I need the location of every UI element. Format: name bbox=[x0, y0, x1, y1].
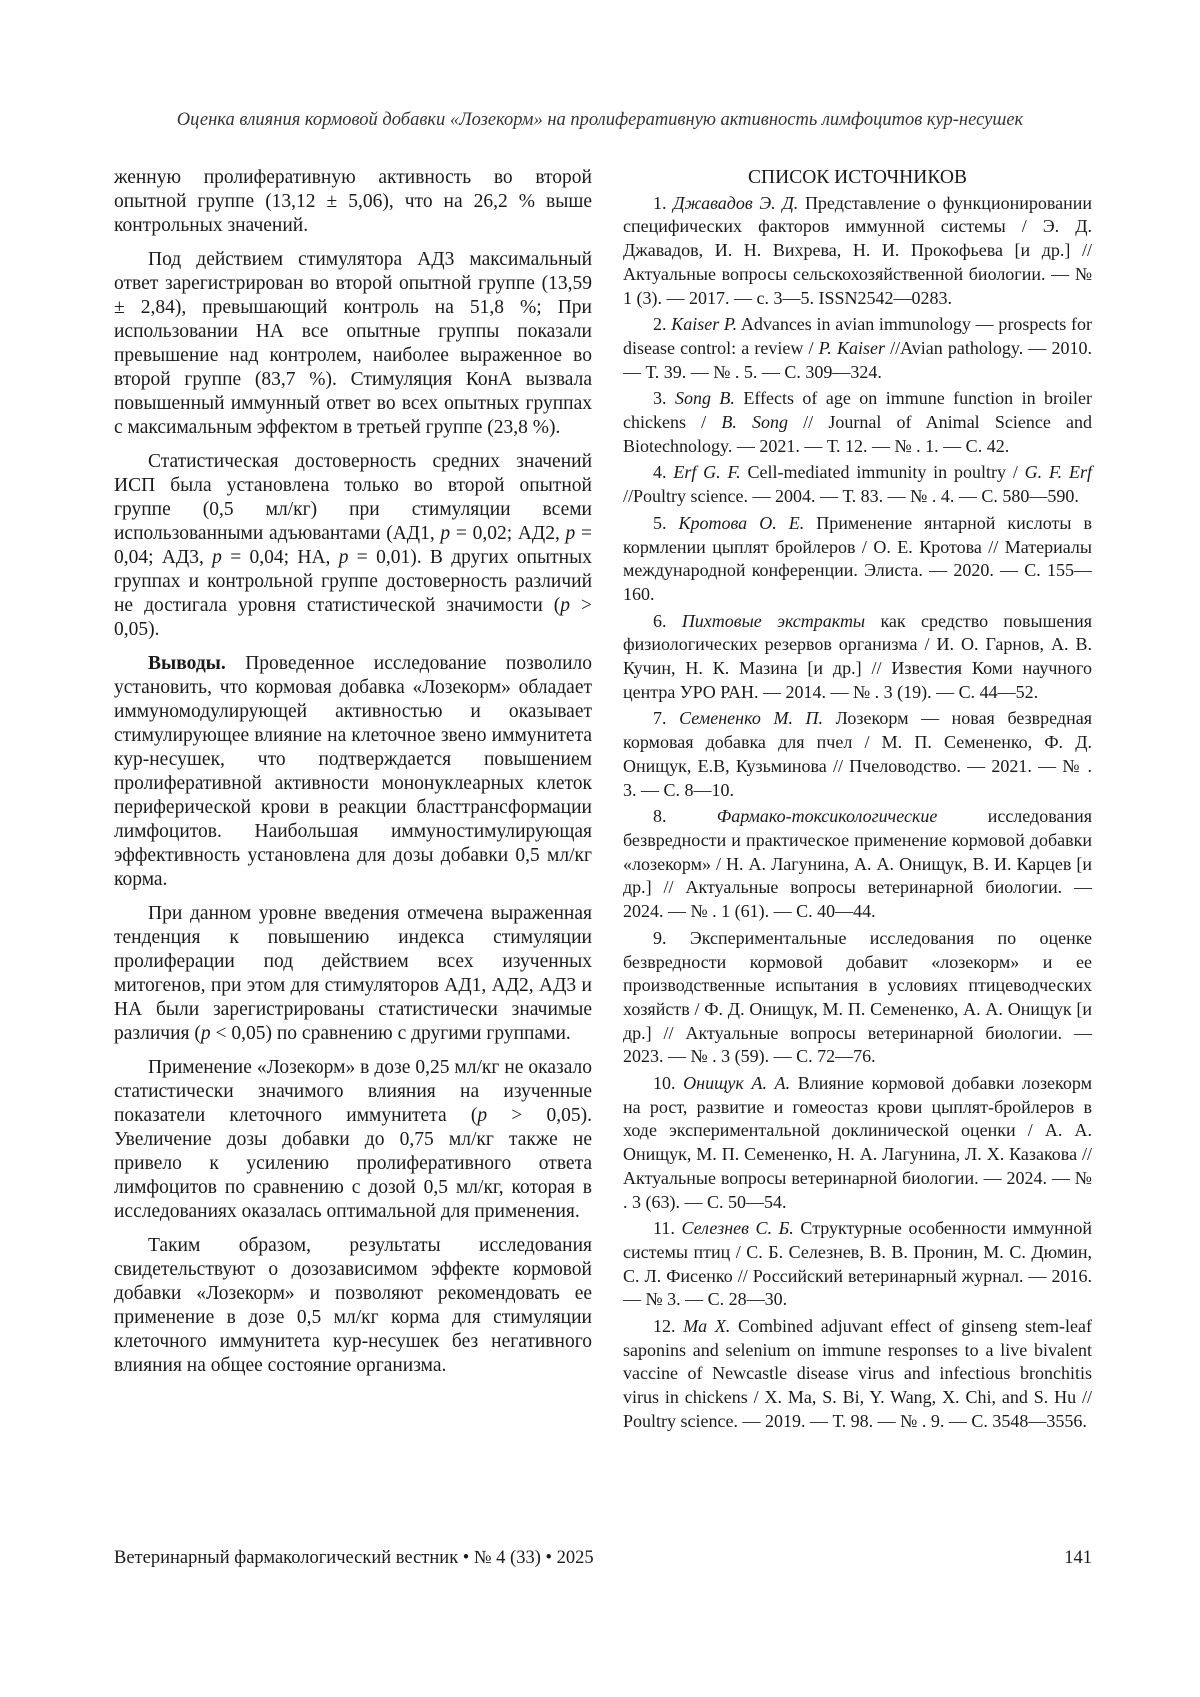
reference-item bbox=[623, 927, 1092, 1069]
reference-body: Combined adjuvant effect of ginseng stem-leaf saponins and selenium on immune responses to a live bivalent vaccine of Newcastle disease virus and infectious bronchitis virus in chickens / X. Ma, S. Bi, Y. Wang, X. Chi, and S. Hu // Poultry science. — 2019. — Т. 98. — № . 9. — С. 3548—3556. bbox=[623, 1316, 1092, 1431]
references-list bbox=[623, 192, 1092, 1434]
reference-author: Джавадов Э. Д. bbox=[673, 192, 799, 213]
reference-body: Применение янтарной кислоты в кормлении цыплят бройлеров / О. Е. Кротова // Материалы международной конференции. Элиста. — 2020. — С. 155—160. bbox=[623, 512, 1093, 604]
text-run: Применение «Лозекорм» в дозе 0,25 мл/кг не оказало статистически значимого влияния на изученные показатели клеточного иммунитета ( bbox=[114, 1057, 592, 1126]
reference-number: 2. bbox=[653, 314, 667, 335]
reference-number: 11. bbox=[653, 1218, 675, 1239]
p-value-symbol: p bbox=[338, 547, 349, 568]
reference-number: 6. bbox=[653, 610, 667, 631]
footer-journal: Ветеринарный фармакологический вестник • № 4 (33) • 2025 bbox=[114, 1548, 594, 1568]
reference-author: P. Kaiser bbox=[818, 337, 885, 358]
reference-body: Представление о функционировании специфических факторов иммунной системы / Э. Д. Джавадов, И. Н. Вихрева, Н. И. Прокофьева [и др.] // Актуальные вопросы сельскохозяйственной биологии. — № 1 (3). — 2017. — с. 3—5. ISSN2542—0283. bbox=[623, 192, 1092, 308]
reference-item bbox=[623, 192, 1092, 311]
reference-body: Влияние кормовой добавки лозекорм на рост, развитие и гомеостаз крови цыплят-бройлеров в ходе экспериментальной доклинической оценки / А. А. Онищук, М. П. Семененко, Н. А. Лагунина, Л. Х. Казакова // Актуальные вопросы ветеринарной биологии. — 2024. — № . 3 (63). — С. 50—54. bbox=[623, 1073, 1092, 1212]
text-run: Статистическая достоверность средних значений ИСП была установлена только во второй опытной группе (0,5 мл/кг) при стимуляции всеми использованными адъювантами (АД1, bbox=[114, 451, 592, 544]
reference-item bbox=[623, 313, 1092, 384]
reference-item bbox=[623, 387, 1092, 458]
reference-item bbox=[623, 707, 1092, 802]
reference-number: 12. bbox=[653, 1316, 676, 1337]
p-value-symbol: p bbox=[440, 523, 451, 544]
reference-body: как средство повышения физиологических резервов организма / И. О. Гарнов, А. В. Кучин, Н. К. Мазина [и др.] // Известия Коми научного центра УРО РАН. — 2014. — № . 3 (19). — С. 44—52. bbox=[623, 610, 1093, 702]
reference-body: Effects of age on immune function in broiler chickens / bbox=[623, 388, 1093, 433]
reference-item bbox=[623, 461, 1092, 508]
conclusions-heading: Выводы. bbox=[148, 653, 226, 674]
reference-number: 3. bbox=[653, 388, 667, 409]
p-value-symbol: p bbox=[212, 547, 222, 568]
reference-number: 4. bbox=[653, 462, 667, 483]
p-value-symbol: p bbox=[477, 1105, 488, 1126]
references-heading: СПИСОК ИСТОЧНИКОВ bbox=[748, 167, 967, 188]
text-run: > 0,05). Увеличение дозы добавки до 0,75 мл/кг также не привело к усилению пролиферативного ответа лимфоцитов по сравнению с дозой 0,5 мл/кг, которая в исследованиях оказалась оптимальной для применения. bbox=[114, 1105, 592, 1222]
reference-author: Song B. bbox=[674, 388, 735, 409]
reference-body: //Avian pathology. — 2010. — Т. 39. — № . 5. — С. 309—324. bbox=[623, 337, 1092, 382]
text-run: Проведенное исследование позволило установить, что кормовая добавка «Лозекорм» обладает иммуномодулирующей активностью и оказывает стимулирующее влияние на клеточное звено иммунитета кур-несушек, что подтверждается повышением пролиферативной активности мононуклеарных клеток периферической крови в реакции бласттрансформации лимфоцитов. Наибольшая иммуностимулирующая эффективность установлена для дозы добавки 0,5 мл/кг корма. bbox=[114, 653, 592, 890]
left-column bbox=[114, 166, 592, 1388]
reference-item bbox=[623, 1072, 1092, 1214]
references-column bbox=[623, 166, 1092, 1437]
reference-number: 5. bbox=[653, 512, 667, 533]
reference-author: Пихтовые экстракты bbox=[681, 610, 866, 631]
page-number: 141 bbox=[1064, 1548, 1092, 1568]
reference-author: Селезнев С. Б. bbox=[681, 1218, 794, 1239]
text-run: = 0,01). В других опытных группах и контрольной группе достоверность различий не достигала уровня статистической значимости ( bbox=[114, 547, 592, 616]
reference-body: Экспериментальные исследования по оценке безвредности кормовой добавит «лозекорм» и ее производственные испытания в условиях птицеводческих хозяйств / Ф. Д. Онищук, М. П. Семененко, А. А. Онищук [и др.] // Актуальные вопросы ветеринарной биологии. — 2023. — № . 3 (59). — С. 72—76. bbox=[623, 927, 1092, 1067]
reference-body: //Poultry science. — 2004. — Т. 83. — № . 4. — С. 580—590. bbox=[623, 486, 1079, 507]
reference-body: Advances in avian immunology — prospects for disease control: a review / bbox=[623, 314, 1093, 358]
reference-body: Cell-mediated immunity in poultry / bbox=[740, 462, 1025, 483]
reference-number: 1. bbox=[653, 192, 667, 213]
reference-author: Кротова О. Е. bbox=[678, 512, 805, 533]
reference-number: 8. bbox=[653, 806, 667, 827]
reference-author: Ma X. bbox=[683, 1316, 731, 1337]
reference-author: Фармако-токсикологические bbox=[716, 806, 938, 827]
paragraph bbox=[114, 450, 592, 642]
text-run: < 0,05) по сравнению с другими группами. bbox=[210, 1023, 571, 1044]
text-run: = 0,02; АД2, bbox=[450, 523, 566, 544]
reference-author: Kaiser P. bbox=[671, 314, 738, 335]
paragraph bbox=[114, 1056, 592, 1224]
reference-number: 10. bbox=[653, 1073, 676, 1094]
reference-body: // Journal of Animal Science and Biotechnology. — 2021. — Т. 12. — № . 1. — С. 42. bbox=[623, 412, 1092, 456]
reference-item bbox=[623, 610, 1092, 705]
paragraph: Под действием стимулятора АД3 максимальный ответ зарегистрирован во второй опытной группе (13,59 ± 2,84), превышающий контроль на 51,8 %; При использовании НА все опытные группы показали превышение над контролем, наиболее выраженное во второй группе (83,7 %). Стимуляция КонА вызвала повышенный иммунный ответ во всех опытных группах с максимальным эффектом в третьей группе (23,8 %). bbox=[114, 249, 592, 438]
p-value-symbol: p bbox=[565, 523, 576, 544]
reference-author: Онищук А. А. bbox=[683, 1073, 791, 1094]
paragraph: Таким образом, результаты исследования свидетельствуют о дозозависимом эффекте кормовой добавки «Лозекорм» и позволяют рекомендовать ее применение в дозе 0,5 мл/кг корма для стимуляции клеточного иммунитета кур-несушек без негативного влияния на общее состояние организма. bbox=[114, 1235, 592, 1376]
reference-body: Структурные особенности иммунной системы птиц / С. Б. Селезнев, В. В. Пронин, М. С. Дюмин, С. Л. Фисенко // Российский ветеринарный журнал. — 2016. — № 3. — С. 28—30. bbox=[623, 1218, 1092, 1310]
p-value-symbol: p bbox=[560, 595, 570, 616]
text-run: При данном уровне введения отмечена выраженная тенденция к повышению индекса стимуляции пролиферации под действием всех изученных митогенов, при этом для стимуляторов АД1, АД2, АД3 и НА были зарегистрированы статистически значимые различия ( bbox=[114, 903, 592, 1044]
text-run: > 0,05). bbox=[114, 595, 592, 640]
reference-number: 7. bbox=[653, 708, 667, 729]
conclusions-paragraph bbox=[114, 652, 592, 892]
paragraph bbox=[114, 902, 592, 1046]
reference-author: B. Song bbox=[721, 412, 788, 433]
reference-author: Семененко М. П. bbox=[679, 708, 824, 729]
reference-item bbox=[623, 1315, 1092, 1434]
p-value-symbol: p bbox=[200, 1023, 211, 1044]
running-head: Оценка влияния кормовой добавки «Лозекорм» на пролиферативную активность лимфоцитов кур-несушек bbox=[176, 110, 1024, 130]
reference-author: G. F. Erf bbox=[1024, 462, 1092, 483]
reference-body: исследования безвредности и практическое применение кормовой добавки «лозекорм» / Н. А. Лагунина, А. А. Онищук, В. И. Карцев [и др.] // Актуальные вопросы ветеринарной биологии. — 2024. — № . 1 (61). — С. 40—44. bbox=[623, 806, 1092, 922]
paragraph: женную пролиферативную активность во второй опытной группе (13,12 ± 5,06), что на 26,2 % выше контрольных значений. bbox=[114, 167, 592, 236]
reference-item bbox=[623, 1217, 1092, 1312]
reference-author: Erf G. F. bbox=[673, 462, 741, 483]
reference-item bbox=[623, 512, 1092, 607]
text-run: = 0,04; НА, bbox=[221, 547, 339, 568]
reference-item bbox=[623, 805, 1092, 924]
reference-number: 9. bbox=[653, 927, 667, 948]
text-run: = 0,04; АД3, bbox=[114, 523, 592, 568]
reference-body: Лозекорм — новая безвредная кормовая добавка для пчел / М. П. Семененко, Ф. Д. Онищук, Е.В, Кузьминова // Пчеловодство. — 2021. — № . 3. — С. 8—10. bbox=[623, 708, 1092, 800]
